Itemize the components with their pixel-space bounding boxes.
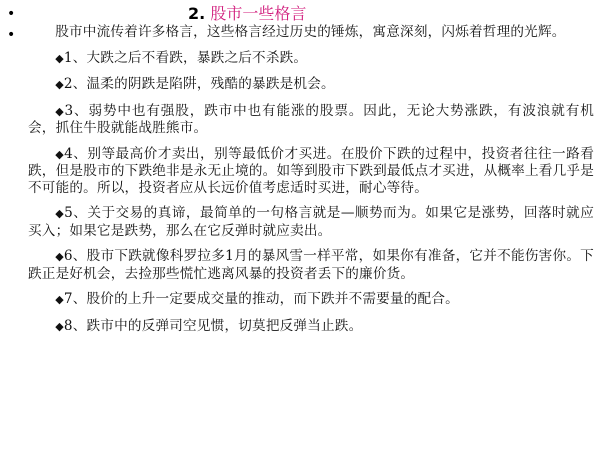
maxim-item bbox=[28, 318, 594, 336]
maxim-item bbox=[28, 146, 594, 197]
diamond-bullet-icon: ◆ bbox=[55, 104, 65, 118]
diamond-bullet-icon: ◆ bbox=[55, 293, 64, 306]
diamond-bullet-icon: ◆ bbox=[55, 78, 64, 91]
maxim-item bbox=[28, 248, 594, 282]
maxim-text: 1、大跌之后不看跌，暴跌之后不杀跌。 bbox=[63, 49, 308, 66]
bullet-point: • bbox=[7, 6, 16, 22]
intro-paragraph: 股市中流传着许多格言，这些格言经过历史的锤炼，寓意深刻，闪烁着哲理的光辉。 bbox=[55, 24, 566, 40]
maxim-item bbox=[28, 291, 594, 309]
maxim-item bbox=[28, 50, 594, 68]
maxim-text: 3、弱势中也有强股，跌市中也有能涨的股票。因此，无论大势涨跌，有波浪就有机会，抓住牛股就能战胜熊市。 bbox=[28, 102, 594, 136]
bullet-point: • bbox=[7, 27, 16, 43]
maxim-text: 7、股价的上升一定要成交量的推动，而下跌并不需要量的配合。 bbox=[63, 291, 459, 307]
title-text: 股市一些格言 bbox=[210, 4, 307, 23]
maxim-item bbox=[28, 103, 594, 137]
maxim-text: 4、别等最高价才卖出，别等最低价才买进。在股价下跌的过程中，投资者往往一路看跌，但是股市的下跌绝非是永无止境的。如等到股市下跌到最低点才买进，从概率上看几乎是不可能的。所以，投资者应从长远价值考虑适时买进，耐心等待。 bbox=[28, 145, 594, 196]
diamond-bullet-icon: ◆ bbox=[55, 250, 64, 263]
diamond-bullet-icon: ◆ bbox=[55, 147, 65, 161]
diamond-bullet-icon: ◆ bbox=[55, 51, 64, 65]
diamond-bullet-icon: ◆ bbox=[55, 319, 64, 333]
maxim-text: 2、温柔的阴跌是陷阱，残酷的暴跌是机会。 bbox=[63, 76, 335, 92]
slide-body bbox=[28, 24, 594, 335]
maxim-text: 5、关于交易的真谛，最简单的一句格言就是—顺势而为。如果它是涨势，回落时就应买入；如果它是跌势，那么在它反弹时就应卖出。 bbox=[28, 205, 594, 239]
title-number: 2. bbox=[188, 4, 206, 23]
maxim-text: 6、股市下跌就像科罗拉多1月的暴风雪一样平常，如果你有准备，它并不能伤害你。下跌正是好机会，去捡那些慌忙逃离风暴的投资者丢下的廉价货。 bbox=[28, 248, 594, 282]
maxim-text: 8、跌市中的反弹司空见惯，切莫把反弹当止跌。 bbox=[63, 317, 363, 334]
slide-title bbox=[188, 4, 306, 24]
maxim-item bbox=[28, 76, 594, 94]
diamond-bullet-icon: ◆ bbox=[55, 207, 65, 220]
maxim-item bbox=[28, 205, 594, 239]
